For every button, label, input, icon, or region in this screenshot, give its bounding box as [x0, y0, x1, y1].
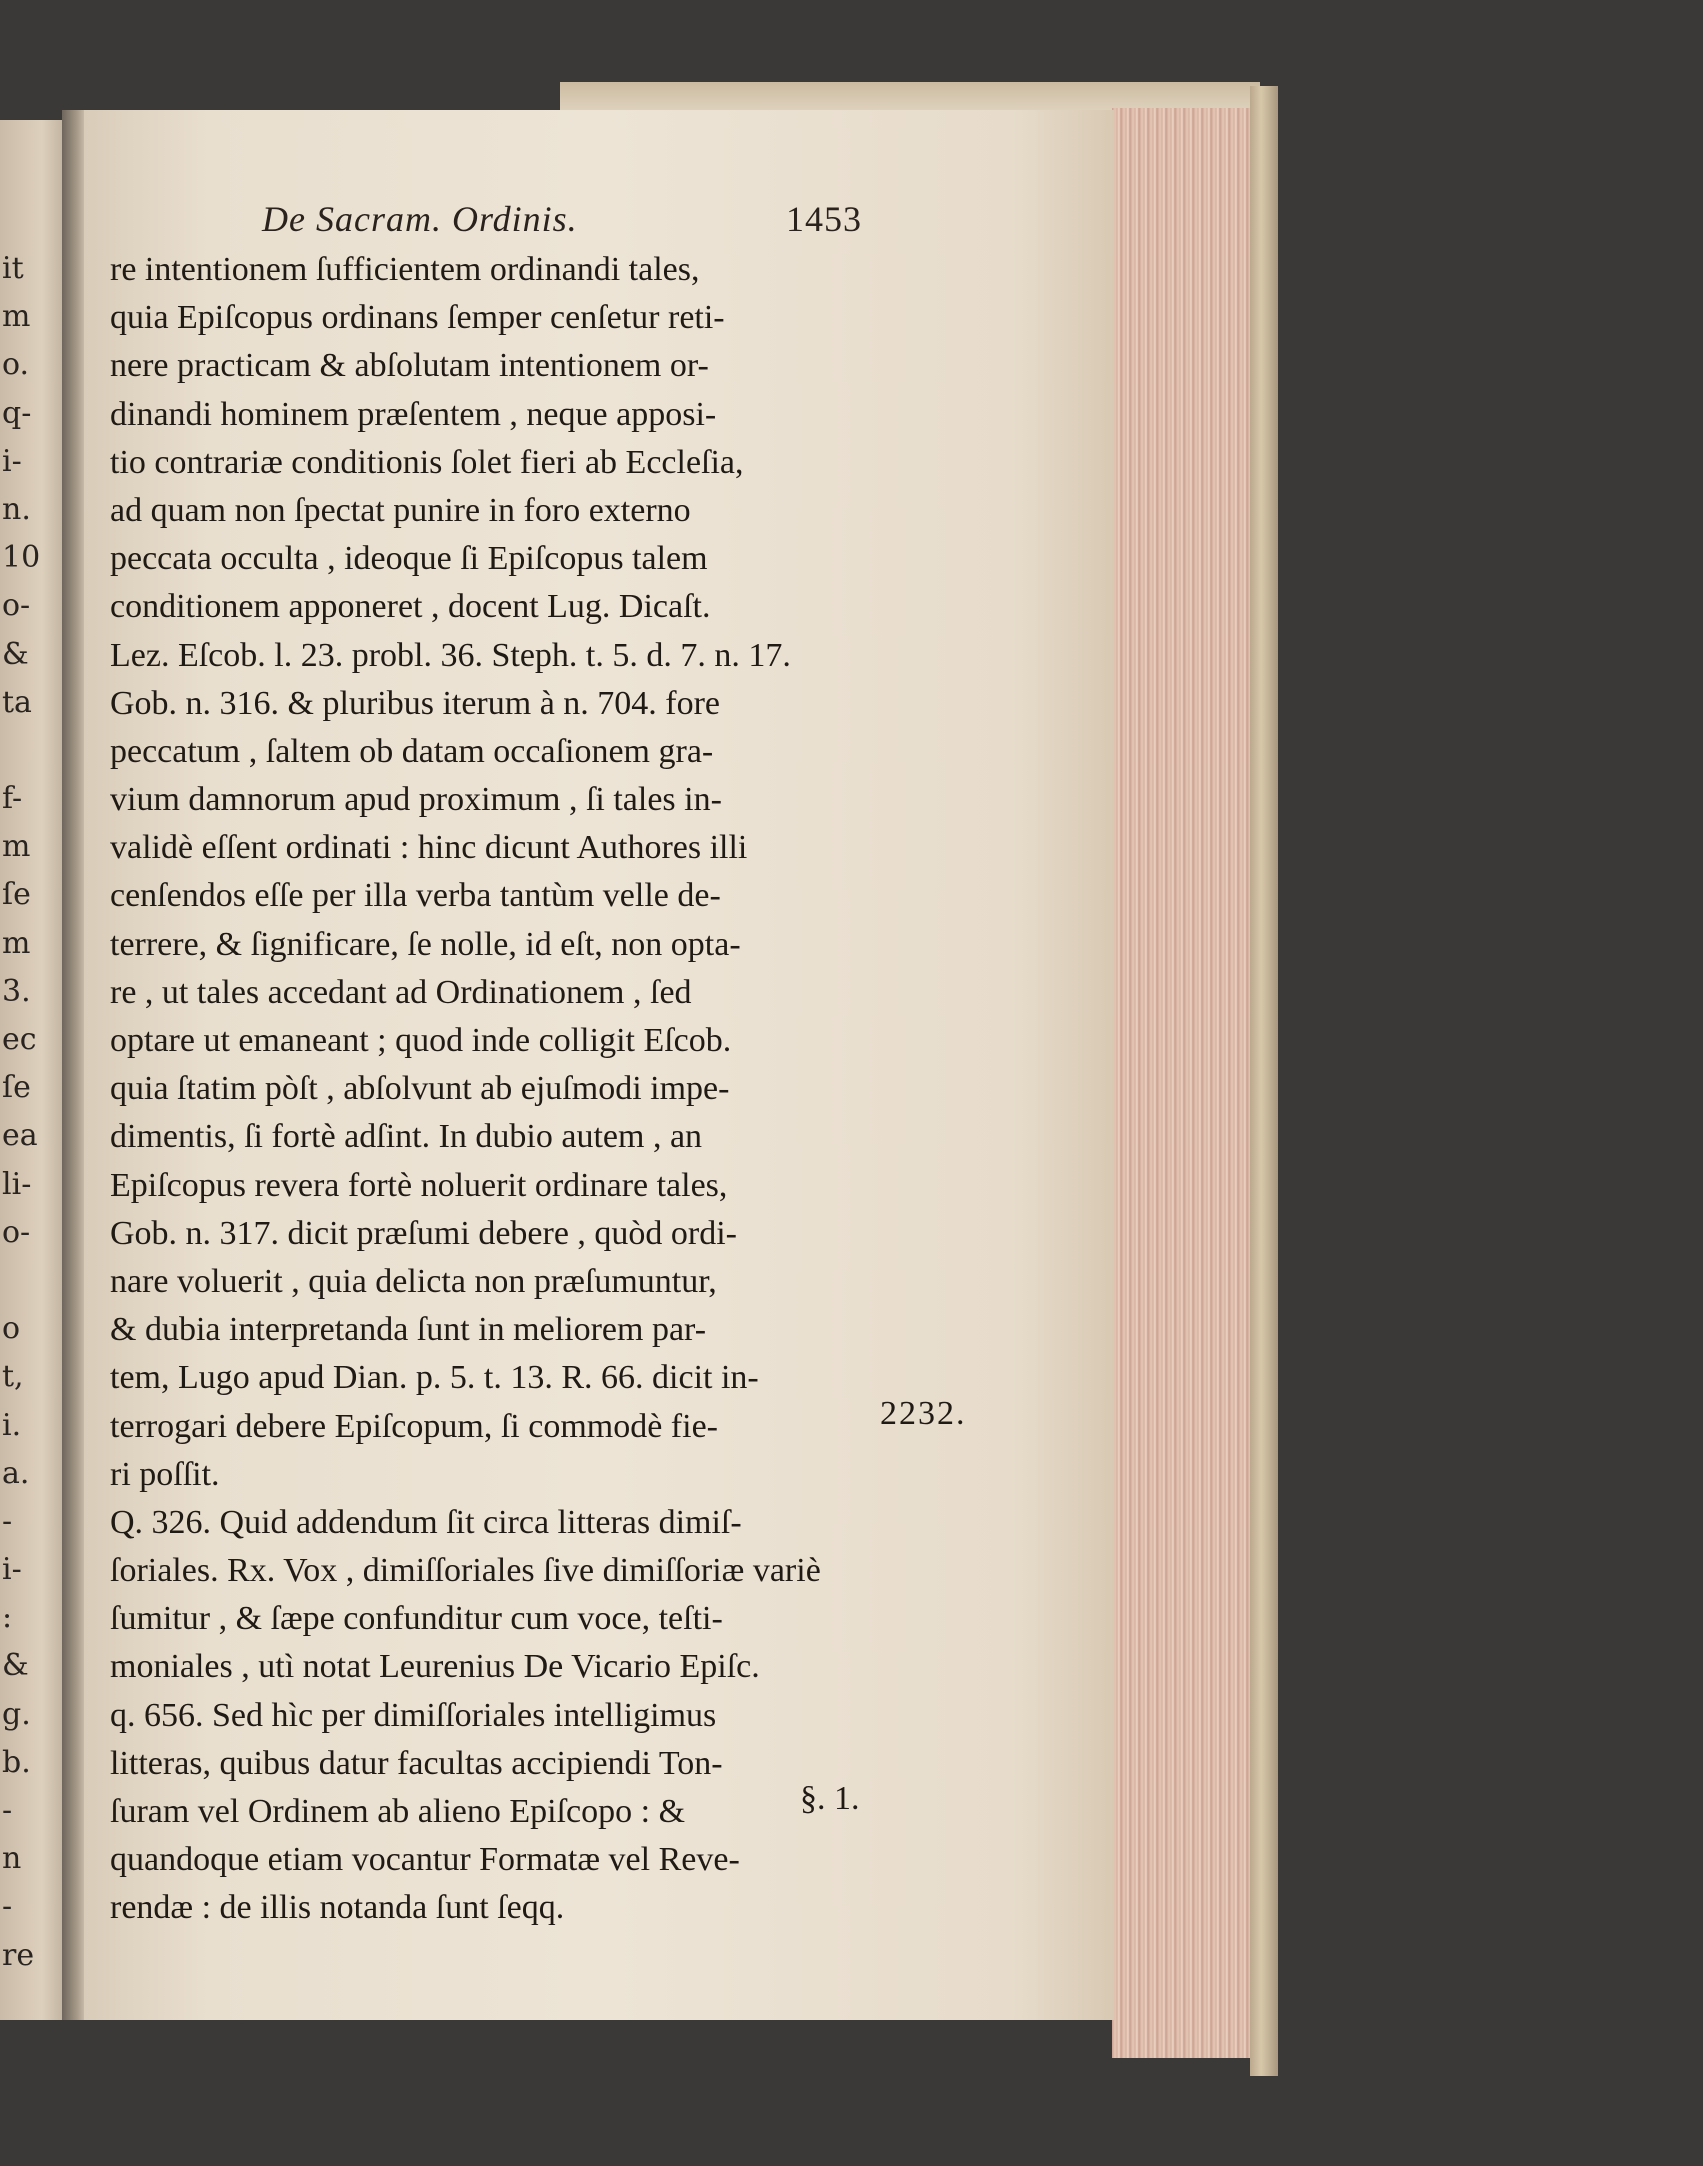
text-line: ſoriales. Rx. Vox , dimiſſoriales ſive dimiſſoriæ variè	[110, 1552, 821, 1590]
facing-page-fragment: n.	[2, 491, 31, 527]
text-line: Gob. n. 316. & pluribus iterum à n. 704. fore	[110, 684, 721, 722]
facing-page-fragment: ſe	[2, 1070, 31, 1106]
text-line: tem, Lugo apud Dian. p. 5. t. 13. R. 66. dicit in-	[110, 1359, 759, 1397]
text-line: nere practicam & abſolutam intentionem or-	[110, 347, 709, 385]
text-line: litteras, quibus datur facultas accipiendi Ton-	[110, 1744, 723, 1782]
facing-page-fragment: m	[2, 829, 31, 865]
text-line: ad quam non ſpectat punire in foro externo	[110, 491, 691, 529]
facing-page-fragment: 3.	[2, 973, 31, 1009]
facing-page-fragment: o.	[2, 347, 30, 383]
text-line: peccatum , ſaltem ob datam occaſionem gra-	[110, 732, 714, 770]
cover-edge	[1250, 86, 1278, 2076]
facing-page-fragment: -	[2, 1503, 13, 1539]
text-line: ſuram vel Ordinem ab alieno Epiſcopo : &	[110, 1793, 686, 1830]
facing-page-fragment: ec	[2, 1022, 37, 1057]
facing-page-fragment: &	[2, 636, 29, 672]
facing-page-fragment: i-	[2, 1552, 22, 1588]
text-line: conditionem apponeret , docent Lug. Dicaſt.	[110, 588, 711, 626]
facing-page-fragment: li-	[2, 1166, 32, 1202]
text-line: rendæ : de illis notanda ſunt ſeqq.	[110, 1889, 565, 1927]
text-line: Q. 326. Quid addendum ſit circa litteras dimiſ-	[110, 1503, 742, 1541]
facing-page-fragment: t,	[2, 1359, 24, 1395]
facing-page-fragment: re	[2, 1937, 35, 1973]
text-line: Epiſcopus revera fortè noluerit ordinare tales,	[110, 1166, 728, 1204]
text-line: Lez. Eſcob. l. 23. probl. 36. Steph. t. 5. d. 7. n. 17.	[110, 636, 791, 674]
text-line: Gob. n. 317. dicit præſumi debere , quòd ordi-	[110, 1214, 738, 1252]
facing-page-fragment: m	[2, 925, 31, 961]
facing-page-fragment: a.	[2, 1455, 30, 1491]
running-header	[262, 198, 862, 246]
text-line: terrogari debere Epiſcopum, ſi commodè fie-	[110, 1407, 718, 1445]
text-line: peccata occulta , ideoque ſi Epiſcopus talem	[110, 540, 708, 578]
catchword: §. 1.	[800, 1780, 860, 1817]
text-line: validè eſſent ordinati : hinc dicunt Authores illi	[110, 829, 748, 867]
facing-page-fragment: i-	[2, 443, 22, 479]
facing-page-fragment: it	[2, 251, 24, 286]
text-line: re intentionem ſufficientem ordinandi tales,	[110, 251, 700, 288]
facing-page-fragment: 10	[2, 540, 41, 576]
text-line: terrere, & ſignificare, ſe nolle, id eſt, non opta-	[110, 925, 741, 963]
text-line: quia ſtatim pòſt , abſolvunt ab ejuſmodi impe-	[110, 1070, 730, 1108]
page-body-text	[110, 246, 870, 1933]
facing-page-fragment: n	[2, 1841, 22, 1877]
facing-page-fragment: b.	[2, 1744, 31, 1780]
facing-page-fragment: g.	[2, 1696, 31, 1732]
text-line: moniales , utì notat Leurenius De Vicario Epiſc.	[110, 1648, 760, 1686]
facing-page-fragment: ta	[2, 684, 32, 720]
facing-page-fragment: i.	[2, 1407, 22, 1443]
facing-page-fragment: o-	[2, 1214, 31, 1250]
text-line: re , ut tales accedant ad Ordinationem , ſed	[110, 973, 692, 1011]
running-title: De Sacram. Ordinis.	[262, 199, 578, 239]
margin-paragraph-number: 2232.	[880, 1395, 967, 1432]
facing-page-fragment: q-	[2, 395, 32, 431]
text-line: vium damnorum apud proximum , ſi tales in-	[110, 781, 722, 819]
facing-page-fragment: -	[2, 1793, 13, 1828]
facing-page-fragment: :	[2, 1600, 13, 1636]
text-line: & dubia interpretanda ſunt in meliorem par-	[110, 1311, 707, 1349]
page-edges	[1112, 108, 1262, 2058]
text-line: nare voluerit , quia delicta non præſumuntur,	[110, 1262, 717, 1300]
text-line: q. 656. Sed hìc per dimiſſoriales intelligimus	[110, 1696, 717, 1734]
text-line: quandoque etiam vocantur Formatæ vel Reve-	[110, 1841, 740, 1879]
facing-page-fragment: ſe	[2, 877, 31, 913]
facing-page-fragment	[2, 1257, 62, 1305]
text-line: cenſendos eſſe per illa verba tantùm velle de-	[110, 877, 721, 915]
text-line: quia Epiſcopus ordinans ſemper cenſetur reti-	[110, 299, 725, 337]
text-line: ri poſſit.	[110, 1455, 220, 1493]
facing-page-text-fragments	[2, 245, 62, 1980]
text-line: dimentis, ſi fortè adſint. In dubio autem , an	[110, 1118, 703, 1156]
facing-page-fragment: &	[2, 1648, 29, 1684]
facing-page-fragment: -	[2, 1889, 13, 1925]
page-number: 1453	[786, 199, 862, 239]
facing-page-fragment: o	[2, 1311, 21, 1347]
text-line: dinandi hominem præſentem , neque apposi-	[110, 395, 717, 433]
facing-page-fragment: f-	[2, 781, 23, 817]
text-line: tio contrariæ conditionis ſolet fieri ab Eccleſia,	[110, 443, 744, 481]
facing-page-fragment	[2, 727, 62, 775]
facing-page-fragment: m	[2, 299, 31, 335]
text-line: optare ut emaneant ; quod inde colligit Eſcob.	[110, 1022, 732, 1059]
text-line: ſumitur , & ſæpe confunditur cum voce, teſti-	[110, 1600, 723, 1638]
facing-page-fragment: ea	[2, 1118, 38, 1154]
facing-page-fragment: o-	[2, 588, 31, 624]
